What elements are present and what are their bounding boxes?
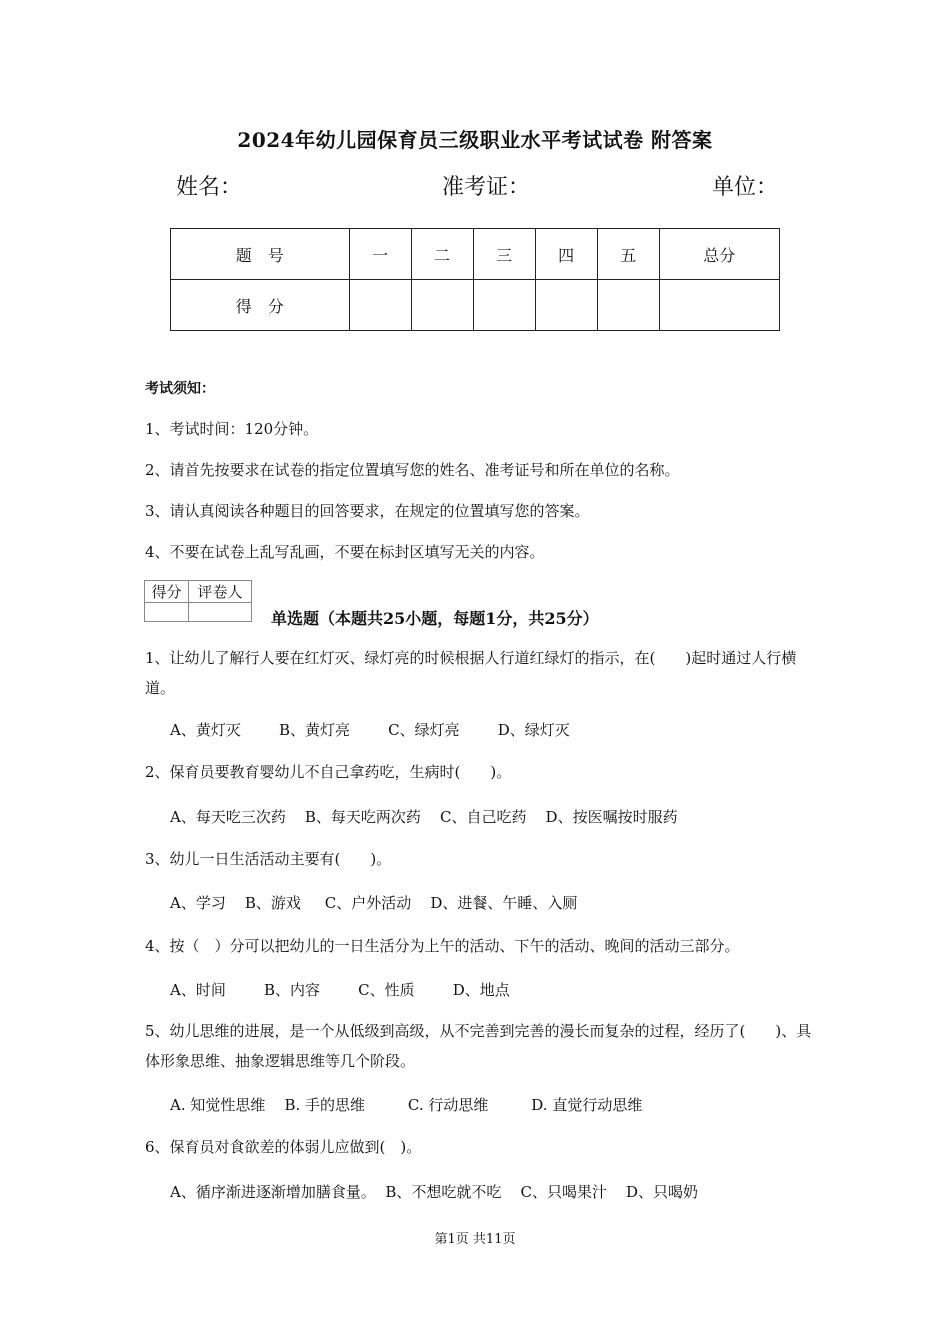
score-table <box>170 228 780 331</box>
page-title: 2024年幼儿园保育员三级职业水平考试试卷 附答案 <box>237 128 713 152</box>
score-input-cell[interactable] <box>597 280 659 331</box>
question-options: A. 知觉性思维 B. 手的思维 C. 行动思维 D. 直觉行动思维 <box>170 1096 643 1114</box>
name-label: 姓名： <box>176 175 243 200</box>
question-text: 4、按（ ）分可以把幼儿的一日生活分为上午的活动、下午的活动、晚间的活动三部分。 <box>145 937 740 955</box>
score-table-cell: 三 <box>473 229 535 280</box>
score-table-cell: 总分 <box>659 229 779 280</box>
question-options: A、每天吃三次药 B、每天吃两次药 C、自己吃药 D、按医嘱按时服药 <box>170 808 678 826</box>
score-input-cell[interactable] <box>349 280 411 331</box>
question-options: A、时间 B、内容 C、性质 D、地点 <box>170 981 510 999</box>
notice-item: 3、请认真阅读各种题目的回答要求，在规定的位置填写您的答案。 <box>145 502 590 520</box>
score-input-cell[interactable] <box>659 280 779 331</box>
notice-item: 4、不要在试卷上乱写乱画，不要在标封区填写无关的内容。 <box>145 543 545 561</box>
score-table-cell: 五 <box>597 229 659 280</box>
question-text: 5、幼儿思维的进展，是一个从低级到高级，从不完善到完善的漫长而复杂的过程，经历了( )、具体形象思维、抽象逻辑思维等几个阶段。 <box>145 1022 812 1070</box>
score-table-cell: 二 <box>411 229 473 280</box>
score-table-cell: 一 <box>349 229 411 280</box>
score-input-cell[interactable] <box>411 280 473 331</box>
score-table-score-row <box>171 280 780 331</box>
grader-box <box>144 580 252 622</box>
exam-id-label: 准考证： <box>442 175 531 200</box>
notice-item: 1、考试时间：120分钟。 <box>145 420 319 438</box>
question-options: A、黄灯灭 B、黄灯亮 C、绿灯亮 D、绿灯灭 <box>170 721 570 739</box>
score-table-cell: 题 号 <box>171 229 350 280</box>
score-table-cell: 四 <box>535 229 597 280</box>
question-options: A、学习 B、游戏 C、户外活动 D、进餐、午睡、入厕 <box>170 894 578 912</box>
score-input-cell[interactable] <box>535 280 597 331</box>
grader-box-grader-label: 评卷人 <box>189 581 252 603</box>
grader-box-grader-cell[interactable] <box>189 603 252 622</box>
grader-box-score-label: 得分 <box>145 581 189 603</box>
notice-heading: 考试须知： <box>145 381 215 397</box>
question-text: 6、保育员对食欲差的体弱儿应做到( )。 <box>145 1138 422 1156</box>
grader-box-score-cell[interactable] <box>145 603 189 622</box>
score-table-cell: 得 分 <box>171 280 350 331</box>
question-text: 2、保育员要教育婴幼儿不自己拿药吃，生病时( )。 <box>145 763 512 781</box>
question-text: 1、让幼儿了解行人要在红灯灭、绿灯亮的时候根据人行道红绿灯的指示，在( )起时通过人行横道。 <box>145 649 797 697</box>
notice-item: 2、请首先按要求在试卷的指定位置填写您的姓名、准考证号和所在单位的名称。 <box>145 461 680 479</box>
question-options: A、循序渐进逐渐增加膳食量。 B、不想吃就不吃 C、只喝果汁 D、只喝奶 <box>170 1183 699 1201</box>
unit-label: 单位： <box>712 175 779 200</box>
page-footer: 第1页 共11页 <box>434 1232 516 1247</box>
section-heading: 单选题（本题共25小题，每题1分，共25分） <box>271 609 599 628</box>
score-table-header-row <box>171 229 780 280</box>
score-input-cell[interactable] <box>473 280 535 331</box>
question-text: 3、幼儿一日生活活动主要有( )。 <box>145 850 392 868</box>
